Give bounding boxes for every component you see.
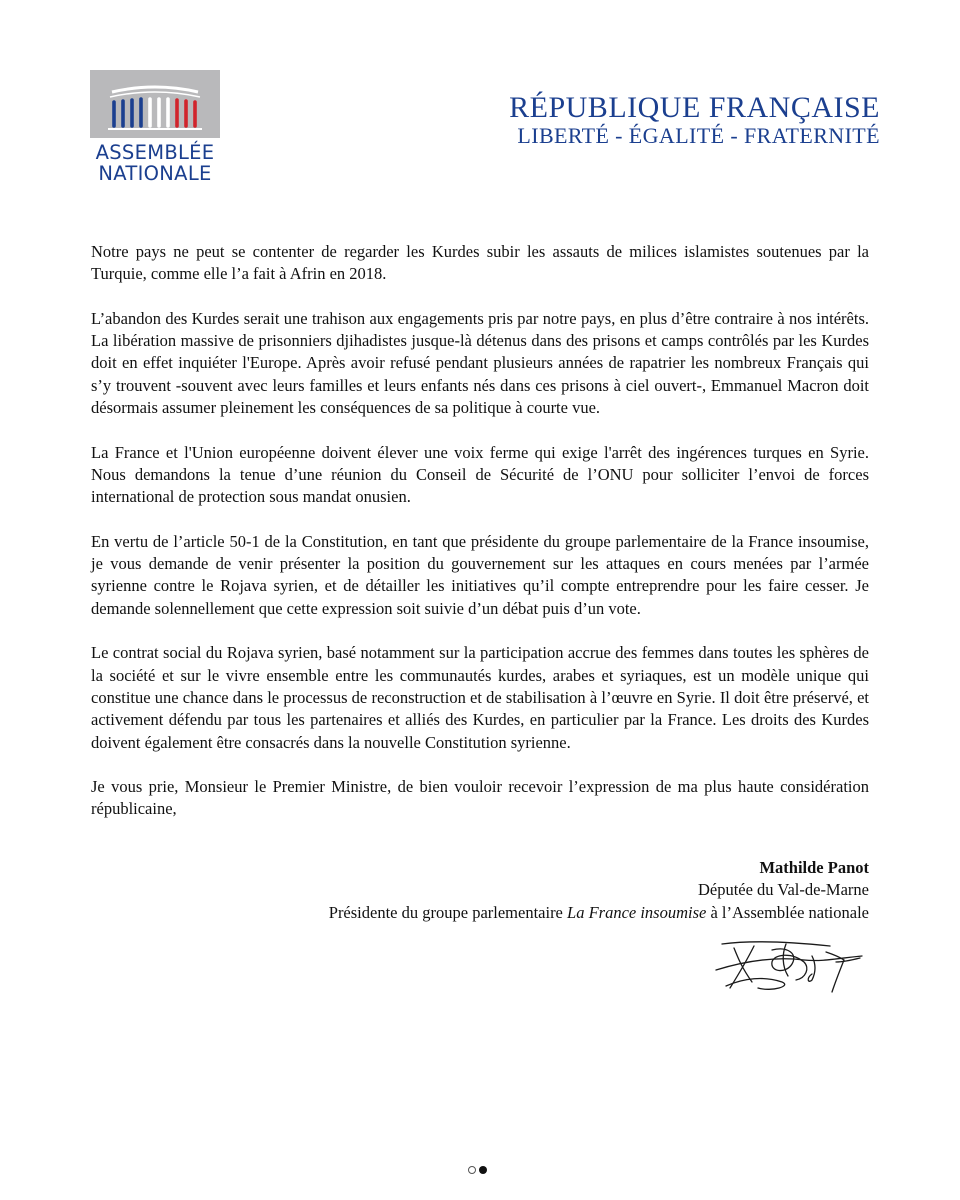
hemicycle-emblem [90,70,220,138]
page-dot-1[interactable] [468,1166,476,1174]
assemblee-nationale-logo [90,70,220,186]
paragraph-3: La France et l'Union européenne doivent élever une voix ferme qui exige l'arrêt des ingérences turques en Syrie. Nous demandons la tenue d’une réunion du Conseil de Sécurité de l’ONU pour solliciter l’envoi de forces international de protection sous mandat onusien. [91,442,869,507]
signature-block [329,857,869,924]
logo-line-2: NATIONALE [98,162,212,185]
hemicycle-icon [90,70,220,138]
paragraph-4: En vertu de l’article 50-1 de la Constitution, en tant que présidente du groupe parlementaire de la France insoumise, je vous demande de venir présenter la position du gouvernement sur les attaques en cours menées par l’armée syrienne contre le Rojava syrien, et de détailler les initiatives qu’il compte entreprendre pour les faire cesser. Je demande solennellement que cette expression soit suivie d’un débat puis d’un vote. [91,531,869,618]
signatory-title-2-suffix: à l’Assemblée nationale [706,902,869,922]
signatory-title-1: Députée du Val-de-Marne [697,880,869,900]
signatory-name: Mathilde Panot [759,858,869,877]
paragraph-1: Notre pays ne peut se contenter de regarder les Kurdes subir les assauts de milices islamistes soutenues par la Turquie, comme elle l’a fait à Afrin en 2018. [91,242,869,284]
page-dot-2[interactable] [479,1166,487,1174]
paragraph-2: L’abandon des Kurdes serait une trahison aux engagements pris par notre pays, en plus d’être contraire à nos intérêts. La libération massive de prisonniers djihadistes jusque-là détenus dans des prisons et camps contrôlés par les Kurdes doit en effet inquiéter l'Europe. Après avoir refusé pendant plusieurs années de rapatrier les nombreux Français qui s’y trouvent -souvent avec leurs familles et leurs enfants nés dans ces prisons à ciel ouvert-, Emmanuel Macron doit désormais assumer pleinement les conséquences de sa politique à courte vue. [91,308,869,418]
paragraph-5: Le contrat social du Rojava syrien, basé notamment sur la participation accrue des femmes dans toutes les sphères de la société et sur le vivre ensemble entre les communautés kurdes, arabes et syriaques, est un modèle unique qui constitue une chance dans le processus de reconstruction et de stabilisation à l’œuvre en Syrie. Il doit être préservé, et activement défendu par tous les partenaires et alliés des Kurdes, en particulier par la France. Les droits des Kurdes doivent également être consacrés dans la nouvelle Constitution syrienne. [91,643,869,752]
page-indicator [468,1166,487,1174]
party-name: La France insoumise [567,902,707,922]
republic-header [509,92,880,148]
republic-motto: LIBERTÉ - ÉGALITÉ - FRATERNITÉ [517,123,880,148]
logo-line-1: ASSEMBLÉE [95,141,215,164]
signatory-title-2-prefix: Présidente du groupe parlementaire [328,902,568,922]
letter-body [91,241,869,843]
logo-wordmark [90,142,220,184]
handwritten-signature [712,932,872,998]
paragraph-6: Je vous prie, Monsieur le Premier Ministre, de bien vouloir recevoir l’expression de ma plus haute considération républicaine, [91,777,869,819]
republic-title: RÉPUBLIQUE FRANÇAISE [509,91,880,124]
signatory-title-2 [329,902,869,924]
